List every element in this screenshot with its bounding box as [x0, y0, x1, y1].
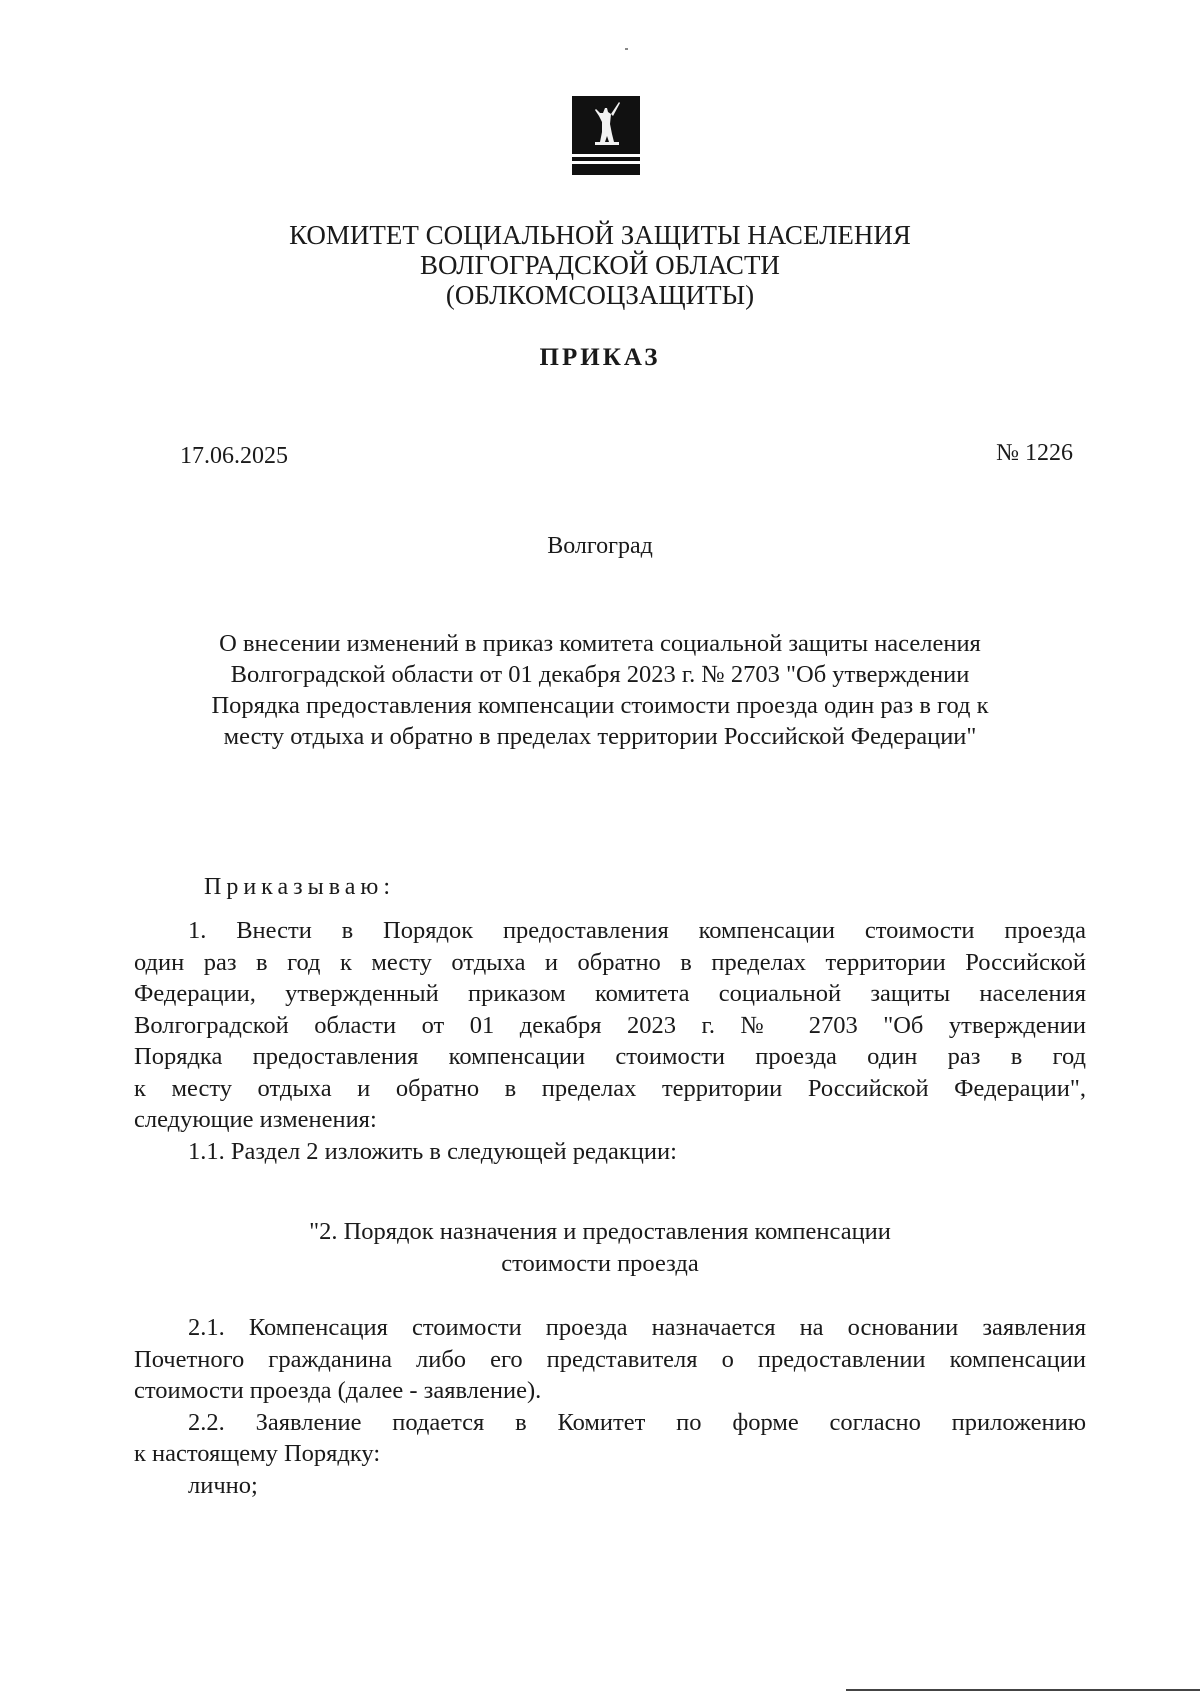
subject-line: Волгоградской области от 01 декабря 2023 г. № 2703 "Об утверждении: [230, 661, 970, 688]
org-line: (ОБЛКОМСОЦЗАЩИТЫ): [445, 280, 755, 310]
org-line: КОМИТЕТ СОЦИАЛЬНОЙ ЗАЩИТЫ НАСЕЛЕНИЯ: [289, 220, 911, 250]
document-type-title: ПРИКАЗ: [539, 344, 661, 371]
order-number: № 1226: [996, 440, 1073, 466]
body-line: к настоящему Порядку:: [134, 1440, 381, 1467]
page-edge-line: [846, 1689, 1200, 1691]
body-line: Федерации, утвержденный приказом комитета социальной защиты населения: [134, 980, 1086, 1007]
subject-line: месту отдыха и обратно в пределах территории Российской Федерации": [223, 723, 977, 750]
order-date: 17.06.2025: [180, 443, 288, 469]
section-heading-line: стоимости проезда: [501, 1250, 699, 1277]
body-line: 2.1. Компенсация стоимости проезда назначается на основании заявления: [188, 1314, 1086, 1341]
body-line: Волгоградской области от 01 декабря 2023 г. № 2703 "Об утверждении: [134, 1011, 1086, 1039]
order-directive-word: Приказываю:: [204, 874, 395, 900]
body-line: стоимости проезда (далее - заявление).: [134, 1377, 542, 1404]
section-heading-line: "2. Порядок назначения и предоставления компенсации: [309, 1218, 891, 1245]
scan-speck: [625, 48, 628, 50]
body-line: Почетного гражданина либо его представителя о предоставлении компенсации: [134, 1345, 1086, 1373]
body-line: один раз в год к месту отдыха и обратно в пределах территории Российской: [134, 948, 1086, 976]
order-city: Волгоград: [547, 533, 653, 559]
order-subject: [120, 628, 1080, 752]
volgograd-emblem-icon: [569, 96, 643, 176]
organization-name: [0, 220, 1200, 310]
body-line: 1.1. Раздел 2 изложить в следующей редакции:: [188, 1137, 677, 1165]
body-line: 2.2. Заявление подается в Комитет по форме согласно приложению: [188, 1408, 1086, 1436]
body-line: 1. Внести в Порядок предоставления компенсации стоимости проезда: [188, 917, 1086, 944]
body-line: к месту отдыха и обратно в пределах территории Российской Федерации",: [134, 1074, 1086, 1102]
paragraph-1: [134, 915, 1086, 1167]
paragraph-2-1: [134, 1312, 1086, 1501]
section-heading: [0, 1216, 1200, 1280]
body-line: Порядка предоставления компенсации стоимости проезда один раз в год: [134, 1043, 1086, 1070]
subject-line: Порядка предоставления компенсации стоимости проезда один раз в год к: [211, 692, 989, 719]
body-line: следующие изменения:: [134, 1106, 377, 1133]
subject-line: О внесении изменений в приказ комитета социальной защиты населения: [219, 630, 981, 657]
body-line: лично;: [188, 1471, 258, 1499]
org-line: ВОЛГОГРАДСКОЙ ОБЛАСТИ: [420, 250, 780, 280]
